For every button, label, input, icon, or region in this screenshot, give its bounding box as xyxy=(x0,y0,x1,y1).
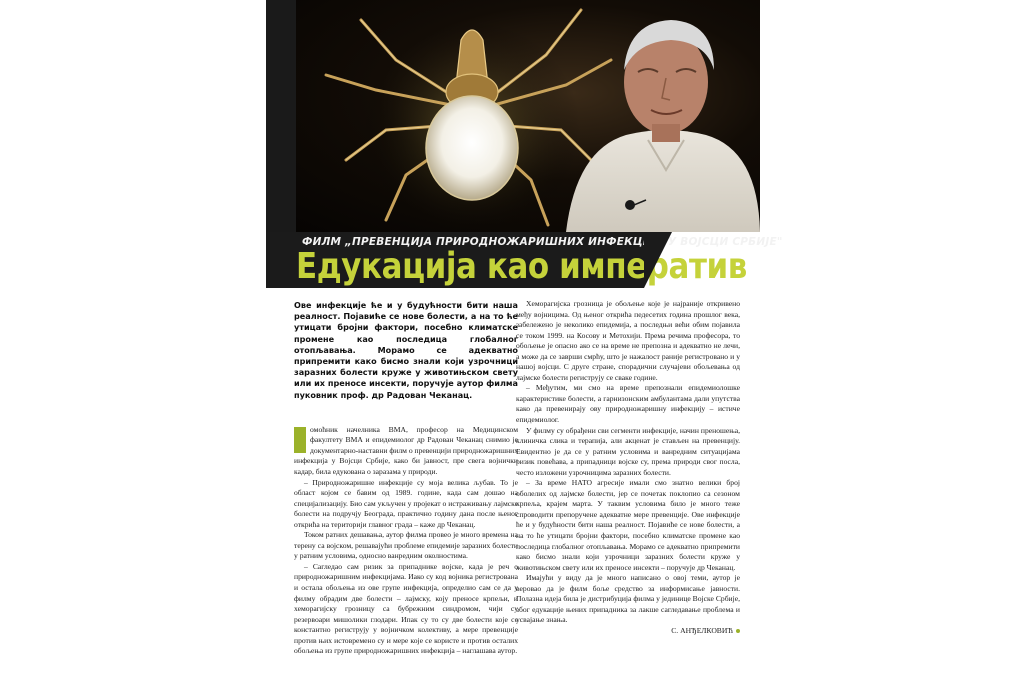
byline xyxy=(516,626,740,637)
right-column xyxy=(516,299,740,637)
kicker: ФИЛМ „ПРЕВЕНЦИЈА ПРИРОДНОЖАРИШНИХ ИНФЕКЦИЈА У ВОЈСЦИ СРБИЈЕ" xyxy=(302,236,783,248)
end-mark-icon xyxy=(736,629,740,633)
body-paragraph: У филму су обрађени сви сегменти инфекције, начин преношења, клиничка слика и терапија, али акценат је стављен на превенцију. Евидентно је да се у ратним условима и ванредним ситуацијама ризик повећава, а припадници војске су, према природи свог посла, често изложени узрочницима заразних болести. xyxy=(516,425,740,477)
body-paragraph: – Природножаришне инфекције су моја велика љубав. То је област којом се бавим од 1989. године, када сам дошао на специјализацију. Био сам укључен у пројекат о истраживању лајмске болести на подручју Београда, практично годину дана после њеног открића на територији главног града – каже др Чеканац. xyxy=(294,477,518,529)
body-paragraph: Током ратних дешавања, аутор филма провео је много времена на терену са војском, решавајући проблеме епидемије заразних болести у ратним условима, односно ванредним околностима. xyxy=(294,530,518,561)
body-paragraph: Имајући у виду да је много написано о овој теми, аутор је веровао да је филм боље средство за информисање јавности. Полазна идеја била је дистрибуција филма у јединице Војске Србије, због едукације њених припадника за лакше сагледавање проблема и усвајање знања. xyxy=(516,573,740,625)
lead-paragraph: Ове инфекције ће и у будућности бити наша реалност. Појавиће се нове болести, а на то ће утицати бројни фактори, посебно климатске промене као последица глобалног отопљавања. Морамо се адекватно припремити како бисмо знали који узрочници заразних болести круже у животињском свету или их преносе инсекти, поручује аутор филма пуковник проф. др Радован Чеканац. xyxy=(294,300,518,400)
body-paragraph: – Сагледао сам ризик за припаднике војске, када је реч о природножаришним инфекцијама. Иако су код војника регистрована и остала обољења из ове групе инфекција, определио сам се да у филму обрадим две болести – лајмску, коју преносе крпељи, и хеморагијску грозницу са бубрежним синдромом, чији су резервоари мишолики глодари. Ипак су то су две болести које се константно региструју у војничком колективу, а мере превенције против њих истовремено су и мере које се користе и против осталих обољења из групе природножаришних инфекција – наглашава аутор. xyxy=(294,561,518,656)
left-column xyxy=(294,300,518,657)
body-paragraph: – За време НАТО агресије имали смо знатно велики број оболелих од лајмске болести, јер се почетак поклопио са сезоном крпеља, крајем марта. У таквим условима било је много теже спроводити препоручене адекватне мере превенције. Ове инфекције ће и у будућности бити наша реалност. Појавиће се нове болести, а на то ће утицати бројни фактори, посебно климатске промене као последица глобалног отопљавања. Морамо се адекватно припремити како бисмо знали који узрочници заразних болести круже у животињском свету или их преносе инсекти – поручује др Чеканац. xyxy=(516,478,740,572)
byline-text: С. АНЂЕЛКОВИЋ xyxy=(671,625,733,635)
article-photo xyxy=(266,0,760,232)
body-paragraph: – Међутим, ми смо на време препознали епидемиолошке карактеристике болести, а гарнизонским амбулантама дали упутства како да превенирају ову природножаришну инфекцију – истиче епидемиолог. xyxy=(516,383,740,425)
headline-band xyxy=(266,232,783,288)
body-paragraph: омоћник начелника ВМА, професор на Медицинском факултету ВМА и епидемиолог др Радован Чеканац снимио је документарно-наставни филм о превенцији природножаришних инфекција у Војсци Србије, како би јавност, пре свега војнички кадар, била едукована о заразама у природи. xyxy=(294,424,519,477)
drop-cap-block xyxy=(294,427,306,453)
magazine-page xyxy=(266,0,783,678)
tick-and-professor-illustration xyxy=(266,0,760,232)
headline: Едукација као императив xyxy=(296,246,747,287)
body-paragraph: Хеморагијска грозница је обољење које је најраније откривено међу војницима. Од њеног открића педесетих година прошлог века, забележено је неколико епидемија, а последњи већи обим појавила се током 1999. на Косову и Метохији. Према речима професора, то обољење је опасно ако се на време не препозна и адекватно не лечи, а може да се заврши смрћу, што је нажалост раније регистровано и у нашој војсци. С друге стране, спорадични случајеви обољевања од лајмске болести региструју се сваке године. xyxy=(516,299,740,382)
